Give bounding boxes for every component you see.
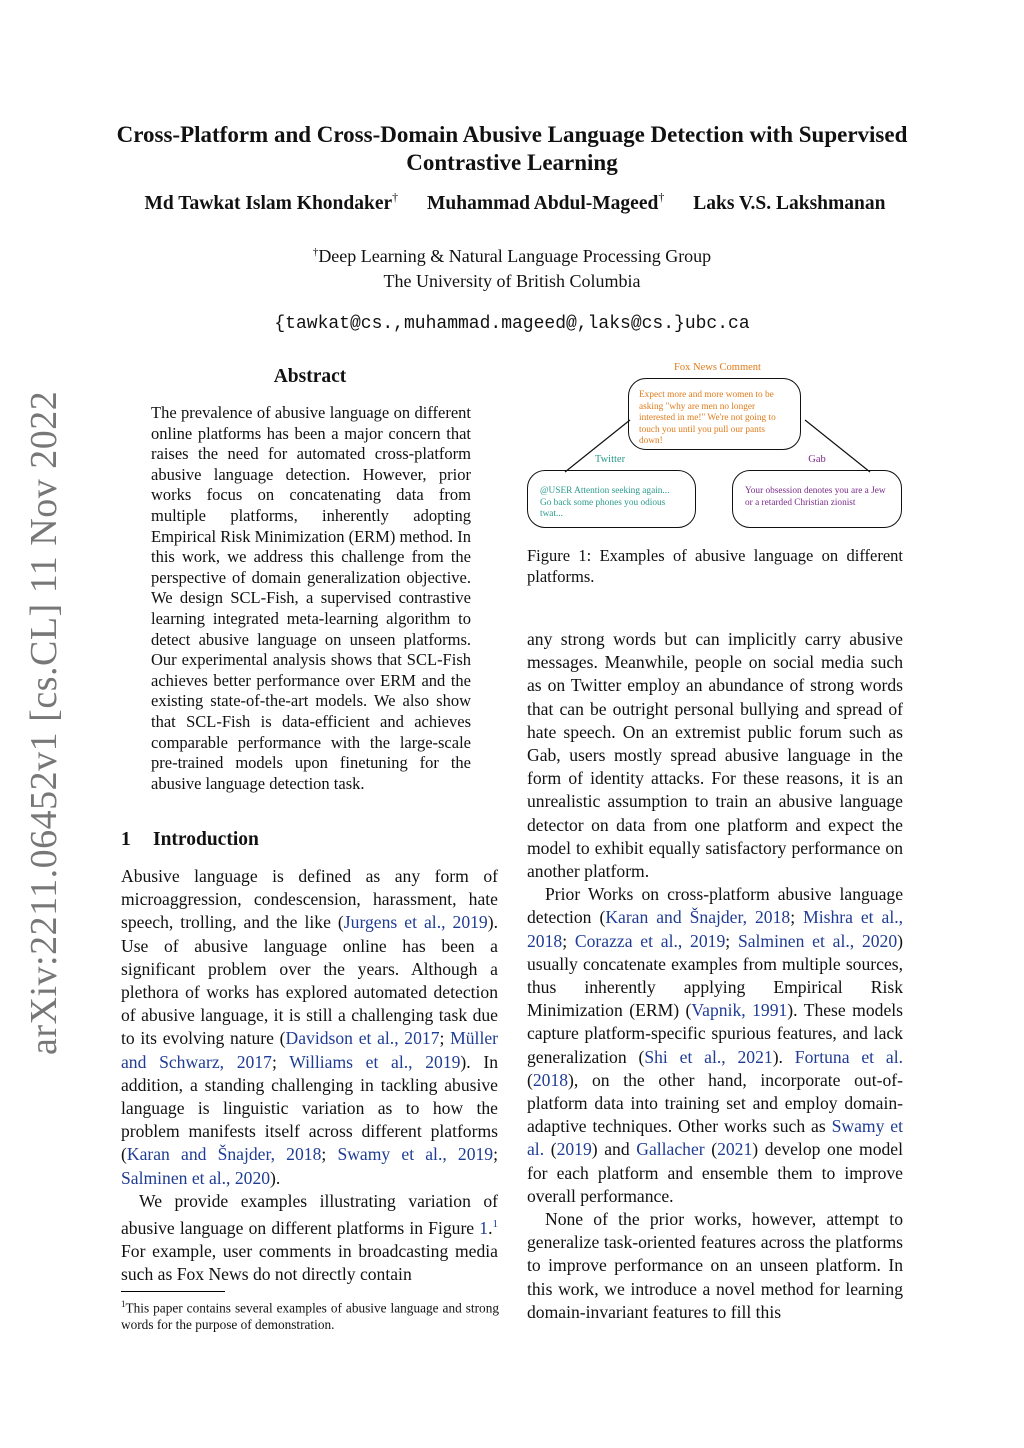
- citation-link[interactable]: Salminen et al., 2020: [737, 930, 898, 951]
- section-number: 1: [121, 829, 131, 850]
- citation-link[interactable]: Jurgens et al., 2019: [343, 912, 488, 933]
- citation-link[interactable]: Mishra et al., 2018: [527, 907, 904, 951]
- citation-link[interactable]: 2019: [556, 1139, 592, 1160]
- affiliation: [200, 240, 824, 294]
- intro-paragraph-4: Prior Works on cross-platform abusive language detection (Karan and Šnajder, 2018; Mishra et al., 2018; Corazza et al., 2019; Salminen et al., 2020) usually concatenate examples from multiple sources, thus inherently applying Empirical Risk Minimization (ERM) (Vapnik, 1991). These models capture platform-specific spurious features, and lack generalization (Shi et al., 2021). Fortuna et al. (2018), on the other hand, incorporate out-of-platform data into training set and employ domain-adaptive techniques. Other works such as Swamy et al. (2019) and Gallacher (2021) develop one model for each platform and ensemble them to improve overall performance.: [527, 884, 904, 1206]
- affiliation-mark: †: [312, 246, 319, 258]
- twitter-comment-text: @USER Attention seeking again... Go back some phones you odious twat...: [540, 486, 670, 519]
- fox-news-label: Fox News Comment: [674, 362, 761, 373]
- footnote-divider: [121, 1291, 225, 1292]
- author-list: [100, 190, 930, 215]
- citation-link[interactable]: Davidson et al., 2017: [285, 1028, 440, 1049]
- citation-link[interactable]: Vapnik, 1991: [691, 1000, 788, 1021]
- twitter-comment-box: [527, 470, 696, 528]
- gab-comment-text: Your obsession denotes you are a Jew or a retarded Christian zionist: [745, 486, 886, 508]
- figure-reference-link[interactable]: 1: [479, 1217, 489, 1238]
- section-title: Introduction: [153, 829, 259, 850]
- author-1: Md Tawkat Islam Khondaker†: [144, 190, 399, 214]
- figure-caption: Figure 1: Examples of abusive language on different platforms.: [527, 546, 903, 586]
- citation-link[interactable]: Williams et al., 2019: [289, 1051, 461, 1072]
- citation-link[interactable]: Corazza et al., 2019: [574, 930, 726, 951]
- footnote-reference-link[interactable]: 1: [492, 1218, 498, 1231]
- affiliation-group: Deep Learning & Natural Language Processing Group: [318, 246, 712, 266]
- gab-comment-box: [732, 470, 902, 528]
- footnote: [121, 1296, 499, 1333]
- intro-paragraph-5: None of the prior works, however, attempt to generalize task-oriented features across the platforms to improve performance on an unseen platform. In this work, we introduce a novel method for learning domain-invariant features to fill this: [527, 1209, 903, 1322]
- affiliation-university: The University of British Columbia: [383, 271, 641, 291]
- right-column: [527, 628, 903, 1324]
- paper-title: Cross-Platform and Cross-Domain Abusive Language Detection with Supervised Contrastive Learning: [116, 122, 908, 175]
- fox-news-comment-text: Expect more and more women to be asking "why are men no longer interested in me!" We're not going to touch you until you pull our pants down!: [639, 390, 776, 446]
- fox-news-comment-box: [628, 378, 801, 450]
- citation-link[interactable]: Salminen et al., 2020: [121, 1167, 271, 1188]
- citation-link[interactable]: Fortuna et al.: [794, 1046, 903, 1067]
- left-column: [121, 865, 498, 1287]
- citation-link[interactable]: 2021: [717, 1139, 753, 1160]
- intro-paragraph-2: We provide examples illustrating variation of abusive language on different platforms in Figure 1.$^1$ For example, user comments in broadcasting media such as Fox News do not directly contain: [121, 1190, 498, 1285]
- abstract-text: The prevalence of abusive language on different online platforms has been a major concern that raises the need for automated cross-platform abusive language detection. However, prior works focus on concatenating data from multiple platforms, inherently adopting Empirical Risk Minimization (ERM) method. In this work, we address this challenge from the perspective of domain generalization objective. We design SCL-Fish, a supervised contrastive learning integrated meta-learning algorithm to detect abusive language on unseen platforms. Our experimental analysis shows that SCL-Fish achieves better performance over ERM and the existing state-of-the-art models. We also show that SCL-Fish is data-efficient and achieves comparable performance with the large-scale pre-trained models upon finetuning for the abusive language detection task.: [151, 403, 471, 793]
- gab-label: Gab: [808, 454, 826, 465]
- footnote-text: This paper contains several examples of abusive language and strong words for the purpose of demonstration.: [121, 1300, 499, 1332]
- author-3: Laks V.S. Lakshmanan: [693, 192, 886, 214]
- section-heading: [121, 829, 259, 851]
- abstract-heading: Abstract: [273, 366, 347, 387]
- citation-link[interactable]: Karan and Šnajder, 2018: [605, 907, 791, 928]
- footnote-mark: 1: [121, 1299, 126, 1309]
- citation-link[interactable]: Swamy et al.: [527, 1116, 903, 1160]
- arxiv-identifier: arXiv:2211.06452v1 [cs.CL] 11 Nov 2022: [23, 390, 65, 1055]
- citation-link[interactable]: Karan and Šnajder, 2018: [126, 1144, 322, 1165]
- citation-link[interactable]: 2018: [532, 1069, 569, 1090]
- intro-paragraph-3: any strong words but can implicitly carry abusive messages. Meanwhile, people on social media such as on Twitter employ an abundance of strong words that can be outright personal bullying and spread of hate speech. On an extremist public forum such as Gab, users mostly spread abusive language in the form of identity attacks. For these reasons, it is an unrealistic assumption to train an abusive language detector on data from one platform and expect the model to exhibit equally satisfactory performance on another platform.: [527, 629, 903, 882]
- author-emails: {tawkat@cs.,muhammad.mageed@,laks@cs.}ubc.ca: [274, 314, 750, 334]
- citation-link[interactable]: Müller and Schwarz, 2017: [121, 1028, 498, 1072]
- figure-1: [520, 360, 910, 535]
- citation-link[interactable]: Swamy et al., 2019: [337, 1144, 494, 1165]
- citation-link[interactable]: Shi et al., 2021: [644, 1046, 773, 1067]
- twitter-label: Twitter: [594, 454, 626, 465]
- author-2: Muhammad Abdul-Mageed†: [427, 190, 665, 214]
- citation-link[interactable]: Gallacher: [636, 1139, 705, 1160]
- intro-paragraph-1: Abusive language is defined as any form of microaggression, condescension, harassment, hate speech, trolling, and the like (Jurgens et al., 2019). Use of abusive language online has been a significant problem over the years. Although a plethora of works has explored automated detection of abusive language, it is still a challenging task due to its evolving nature (Davidson et al., 2017; Müller and Schwarz, 2017; Williams et al., 2019). In addition, a standing challenging in tackling abusive language is linguistic variation as to how the problem manifests itself across different platforms (Karan and Šnajder, 2018; Swamy et al., 2019; Salminen et al., 2020).: [121, 866, 499, 1188]
